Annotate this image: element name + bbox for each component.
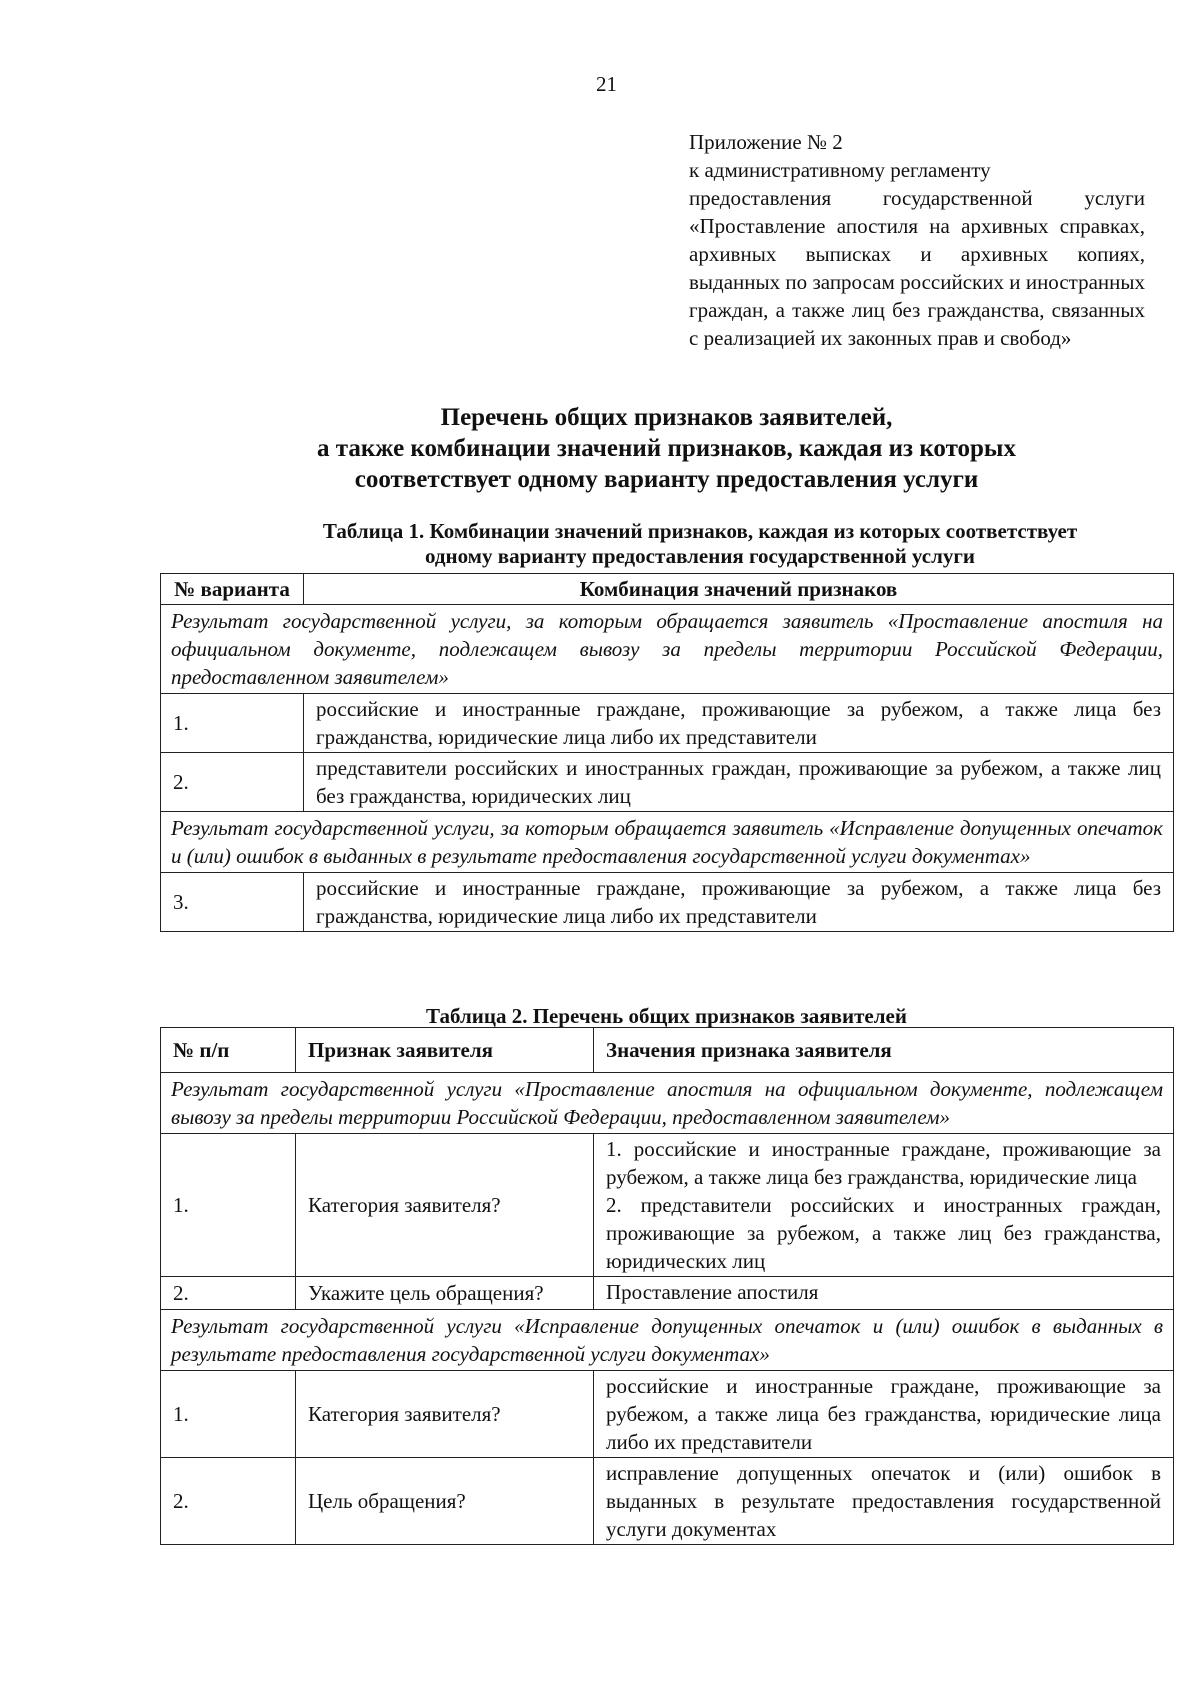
table-row — [161, 1458, 1174, 1545]
section-title: Результат государственной услуги «Проставление апостиля на официальном документе, подлежащем вывозу за пределы территории Российской Федерации, предоставленном заявителем» — [161, 1073, 1174, 1134]
heading-line: а также комбинации значений признаков, каждая из которых — [317, 435, 1016, 462]
header-number: № п/п — [161, 1028, 296, 1073]
variant-combination: представители российских и иностранных граждан, проживающие за рубежом, а также лиц без гражданства, юридических лиц — [304, 753, 1174, 812]
caption-line: одному варианту предоставления государственной услуги — [424, 544, 976, 568]
appendix-line: предоставления государственной услуги «Проставление апостиля на архивных справках, архивных выписках и архивных копиях, выданных по запросам российских и иностранных граждан, а также лиц без гражданства, связанных с реализацией их законных прав и свобод» — [689, 186, 1145, 350]
table2 — [160, 1027, 1174, 1545]
sign-value: исправление допущенных опечаток и (или) ошибок в выданных в результате предоставления государственной услуги документах — [594, 1458, 1174, 1545]
variant-combination: российские и иностранные граждане, проживающие за рубежом, а также лица без гражданства, юридические лица либо их представители — [304, 873, 1174, 932]
sign-value: российские и иностранные граждане, проживающие за рубежом, а также лица без гражданства, юридические лица либо их представители — [594, 1371, 1174, 1458]
sign-value: Проставление апостиля — [594, 1277, 1174, 1310]
section-row — [161, 1073, 1174, 1134]
table-row — [161, 1371, 1174, 1458]
appendix-line: к административному регламенту — [689, 158, 991, 182]
row-number: 2. — [161, 1277, 296, 1310]
sign-values — [594, 1134, 1174, 1277]
section-title: Результат государственной услуги, за которым обращается заявитель «Проставление апостиля на официальном документе, подлежащем вывозу за пределы территории Российской Федерации, предоставленном заявителем» — [161, 605, 1174, 694]
sign-value: 2. представители российских и иностранных граждан, проживающие за рубежом, а также лиц без гражданства, юридических лиц — [606, 1193, 1161, 1273]
section-title: Результат государственной услуги «Исправление допущенных опечаток и (или) ошибок в выданных в результате предоставления государственной услуги документах» — [161, 1310, 1174, 1371]
header-sign: Признак заявителя — [296, 1028, 594, 1073]
section-row — [161, 812, 1174, 873]
table-row — [161, 694, 1174, 753]
table1-caption — [250, 519, 1150, 569]
header-variant-number: № варианта — [161, 574, 304, 605]
header-values: Значения признака заявителя — [594, 1028, 1174, 1073]
row-number: 1. — [161, 1134, 296, 1277]
row-number: 1. — [161, 1371, 296, 1458]
appendix-title: Приложение № 2 — [689, 130, 843, 154]
variant-number: 1. — [161, 694, 304, 753]
table-row — [161, 1134, 1174, 1277]
table2-caption: Таблица 2. Перечень общих признаков заявителей — [426, 1004, 907, 1028]
variant-number: 2. — [161, 753, 304, 812]
table-row — [161, 1277, 1174, 1310]
table-row — [161, 873, 1174, 932]
sign-value: 1. российские и иностранные граждане, проживающие за рубежом, а также лица без гражданства, юридические лица — [606, 1137, 1161, 1189]
variant-combination: российские и иностранные граждане, проживающие за рубежом, а также лица без гражданства, юридические лица либо их представители — [304, 694, 1174, 753]
appendix-block — [689, 128, 1145, 352]
table-header-row — [161, 1028, 1174, 1073]
sign-name: Категория заявителя? — [296, 1371, 594, 1458]
table1 — [160, 573, 1174, 932]
variant-number: 3. — [161, 873, 304, 932]
table-header-row — [161, 574, 1174, 605]
page-number: 21 — [596, 72, 617, 96]
table-row — [161, 753, 1174, 812]
row-number: 2. — [161, 1458, 296, 1545]
heading-line: соответствует одному варианту предоставления услуги — [354, 466, 979, 493]
section-row — [161, 605, 1174, 694]
heading-line: Перечень общих признаков заявителей, — [440, 404, 893, 431]
caption-line: Таблица 1. Комбинации значений признаков, каждая из которых соответствует — [322, 519, 1078, 543]
header-combination: Комбинация значений признаков — [304, 574, 1174, 605]
section-title: Результат государственной услуги, за которым обращается заявитель «Исправление допущенных опечаток и (или) ошибок в выданных в результате предоставления государственной услуги документах» — [161, 812, 1174, 873]
sign-name: Категория заявителя? — [296, 1134, 594, 1277]
sign-name: Цель обращения? — [296, 1458, 594, 1545]
document-heading — [160, 402, 1173, 495]
sign-name: Укажите цель обращения? — [296, 1277, 594, 1310]
section-row — [161, 1310, 1174, 1371]
